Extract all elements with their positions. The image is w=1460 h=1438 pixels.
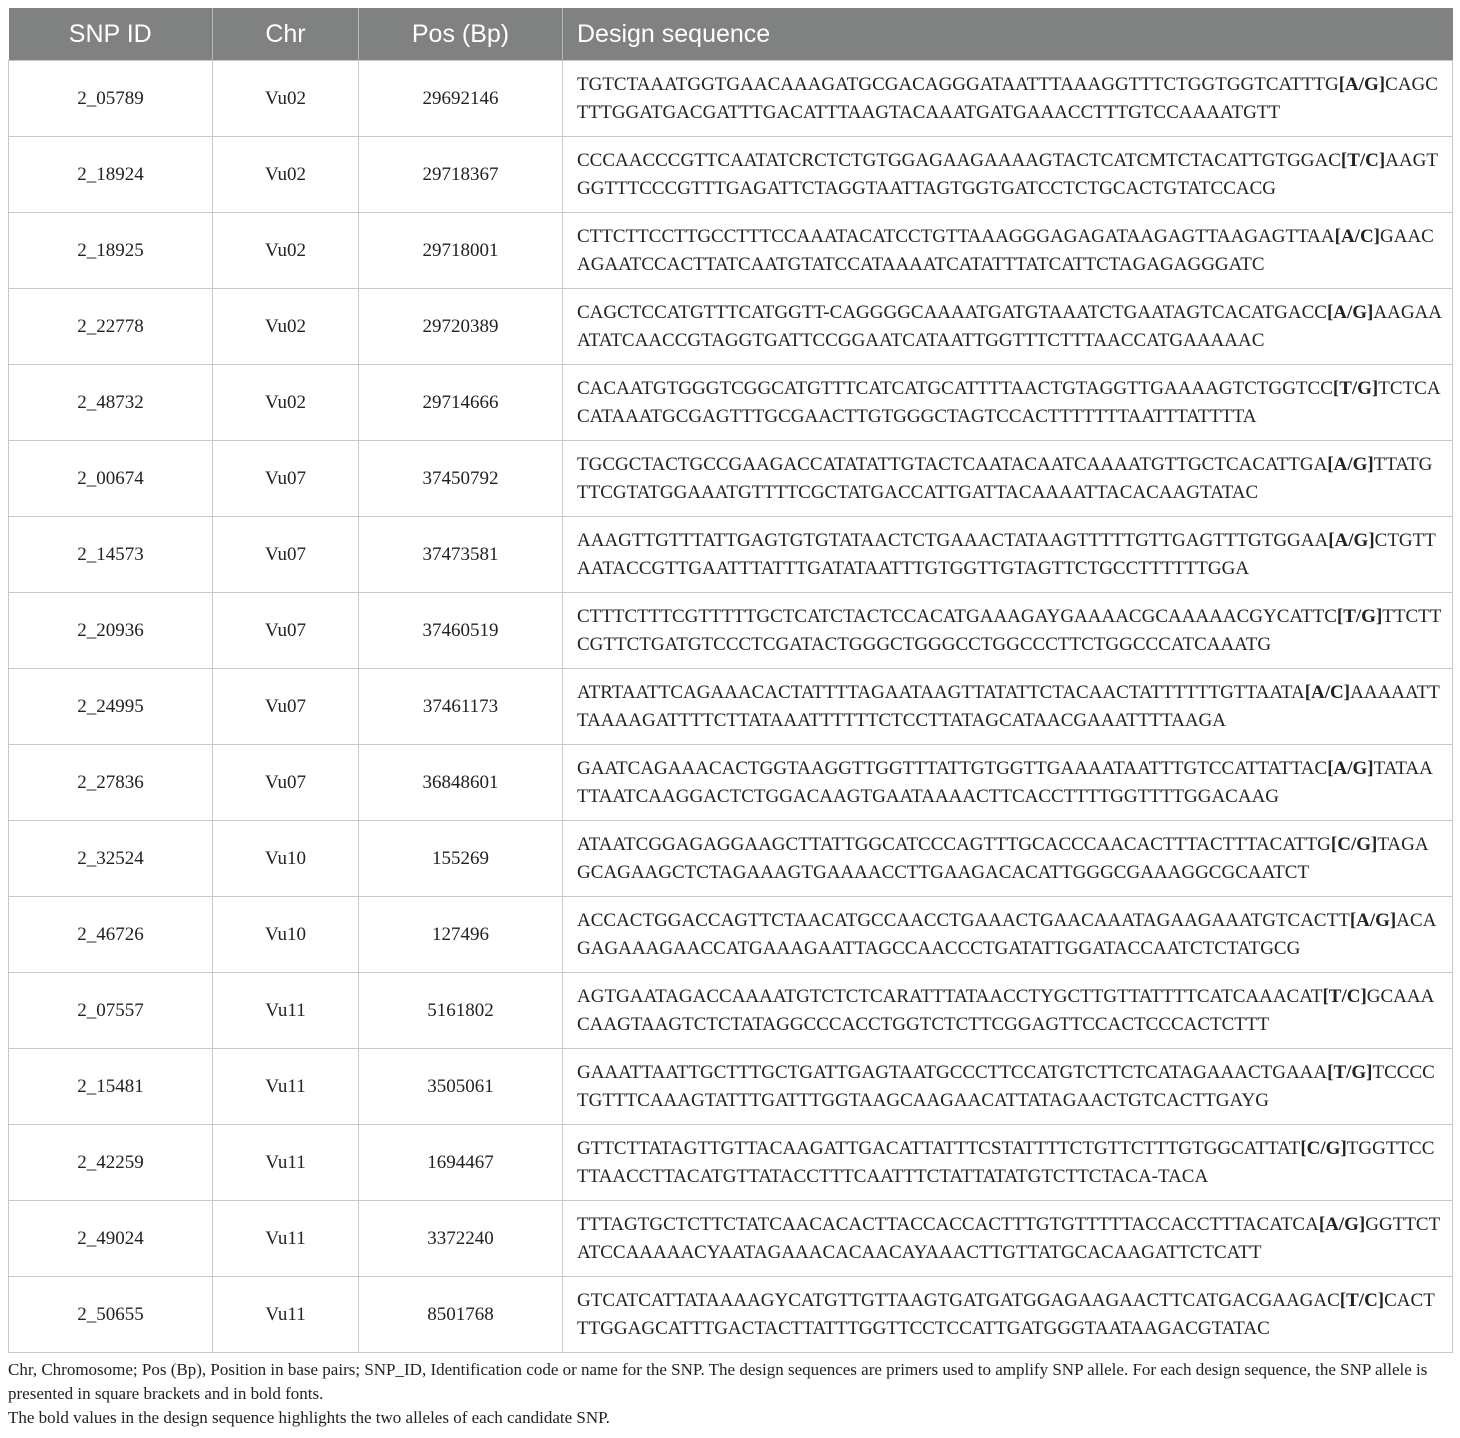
snp-allele: [T/G]: [1332, 377, 1379, 399]
sequence-before-allele: AGTGAATAGACCAAAATGTCTCTCARATTTATAACCTYGCTTGTTATTTTCATCAAACAT: [577, 985, 1323, 1007]
pos-cell: 37460519: [359, 593, 563, 669]
sequence-after-allele: TGGTTCCTTAACCTTACATGTTATACCTTTCAATTTCTATTATATGTCTTCTACA-TACA: [577, 1137, 1435, 1187]
design-sequence-cell: [563, 1049, 1453, 1125]
table-row: [9, 517, 1453, 593]
table-header: [9, 8, 1453, 61]
sequence-before-allele: GTCATCATTATAAAAGYCATGTTGTTAAGTGATGATGGAGAAGAACTTCATGACGAAGAC: [577, 1289, 1340, 1311]
sequence-before-allele: AAAGTTGTTTATTGAGTGTGTATAACTCTGAAACTATAAGTTTTTGTTGAGTTTGTGGAA: [577, 529, 1329, 551]
chr-cell: Vu07: [213, 441, 359, 517]
sequence-after-allele: AAGAAATATCAACCGTAGGTGATTCCGGAATCATAATTGGTTTCTTTAACCATGAAAAAC: [577, 301, 1442, 351]
snp-id-cell: 2_42259: [9, 1125, 213, 1201]
chr-cell: Vu11: [213, 1201, 359, 1277]
sequence-after-allele: GAACAGAATCCACTTATCAATGTATCCATAAAATCATATTTATCATTCTAGAGAGGGATC: [577, 225, 1434, 275]
chr-cell: Vu10: [213, 821, 359, 897]
table-row: [9, 669, 1453, 745]
chr-cell: Vu02: [213, 137, 359, 213]
design-sequence-cell: [563, 1125, 1453, 1201]
pos-cell: 127496: [359, 897, 563, 973]
sequence-before-allele: CTTTCTTTCGTTTTTGCTCATCTACTCCACATGAAAGAYGAAAACGCAAAAACGYCATTC: [577, 605, 1337, 627]
sequence-after-allele: AAGTGGTTTCCCGTTTGAGATTCTAGGTAATTAGTGGTGATCCTCTGCACTGTATCCACG: [577, 149, 1439, 199]
pos-cell: 29714666: [359, 365, 563, 441]
pos-cell: 36848601: [359, 745, 563, 821]
snp-allele: [A/G]: [1326, 301, 1374, 323]
sequence-after-allele: TCCCCTGTTTCAAAGTATTTGATTTGGTAAGCAAGAACATTATAGAACTGTCACTTGAYG: [577, 1061, 1435, 1111]
snp-id-cell: 2_24995: [9, 669, 213, 745]
design-sequence-cell: [563, 289, 1453, 365]
sequence-before-allele: ATRTAATTCAGAAACACTATTTTAGAATAAGTTATATTCTACAACTATTTTTTGTTAATA: [577, 681, 1305, 703]
design-sequence-cell: [563, 517, 1453, 593]
chr-cell: Vu11: [213, 1049, 359, 1125]
snp-id-cell: 2_05789: [9, 61, 213, 137]
header-pos: Pos (Bp): [359, 8, 563, 61]
design-sequence-cell: [563, 973, 1453, 1049]
snp-id-cell: 2_22778: [9, 289, 213, 365]
table-row: [9, 213, 1453, 289]
snp-allele: [A/G]: [1328, 529, 1375, 551]
table-row: [9, 897, 1453, 973]
chr-cell: Vu10: [213, 897, 359, 973]
pos-cell: 29692146: [359, 61, 563, 137]
snp-allele: [A/C]: [1334, 225, 1381, 247]
chr-cell: Vu02: [213, 213, 359, 289]
table-row: [9, 1049, 1453, 1125]
sequence-before-allele: CCCAACCCGTTCAATATCRCTCTGTGGAGAAGAAAAGTACTCATCMTCTACATTGTGGAC: [577, 149, 1341, 171]
table-footnote: [8, 1358, 1456, 1430]
snp-table: [8, 8, 1453, 1353]
snp-id-cell: 2_46726: [9, 897, 213, 973]
sequence-after-allele: TTATGTTCGTATGGAAATGTTTTCGCTATGACCATTGATTACAAAATTACACAAGTATAC: [577, 453, 1433, 503]
table-row: [9, 289, 1453, 365]
chr-cell: Vu11: [213, 973, 359, 1049]
table-row: [9, 973, 1453, 1049]
sequence-before-allele: TGCGCTACTGCCGAAGACCATATATTGTACTCAATACAATCAAAATGTTGCTCACATTGA: [577, 453, 1328, 475]
header-snp-id: SNP ID: [9, 8, 213, 61]
design-sequence-cell: [563, 1277, 1453, 1353]
design-sequence-cell: [563, 593, 1453, 669]
snp-id-cell: 2_18925: [9, 213, 213, 289]
snp-allele: [T/G]: [1327, 1061, 1373, 1083]
sequence-after-allele: GGTTCTATCCAAAAACYAATAGAAACACAACAYAAACTTGTTATGCACAAGATTCTCATT: [577, 1213, 1441, 1263]
sequence-after-allele: GCAAACAAGTAAGTCTCTATAGGCCCACCTGGTCTCTTCGGAGTTCCACTCCCACTCTTT: [577, 985, 1435, 1035]
design-sequence-cell: [563, 61, 1453, 137]
snp-allele: [A/G]: [1318, 1213, 1366, 1235]
footnote-abbreviations: Chr, Chromosome; Pos (Bp), Position in base pairs; SNP_ID, Identification code or name for the SNP. The design sequences are primers used to amplify SNP allele. For each design sequence, the SNP allele is presented in square brackets and in bold fonts.: [8, 1360, 1428, 1403]
sequence-before-allele: TGTCTAAATGGTGAACAAAGATGCGACAGGGATAATTTAAAGGTTTCTGGTGGTCATTTG: [577, 73, 1339, 95]
snp-allele: [A/G]: [1327, 757, 1374, 779]
sequence-before-allele: CACAATGTGGGTCGGCATGTTTCATCATGCATTTTAACTGTAGGTTGAAAAGTCTGGTCC: [577, 377, 1333, 399]
table-row: [9, 593, 1453, 669]
snp-id-cell: 2_32524: [9, 821, 213, 897]
chr-cell: Vu07: [213, 745, 359, 821]
pos-cell: 3372240: [359, 1201, 563, 1277]
header-chr: Chr: [213, 8, 359, 61]
sequence-after-allele: CTGTTAATACCGTTGAATTTATTTGATATAATTTGTGGTTGTAGTTCTGCCTTTTTTGGA: [577, 529, 1436, 579]
chr-cell: Vu02: [213, 365, 359, 441]
sequence-after-allele: TATAATTAATCAAGGACTCTGGACAAGTGAATAAAACTTCACCTTTTGGTTTTGGACAAG: [577, 757, 1433, 807]
sequence-after-allele: TCTCACATAAATGCGAGTTTGCGAACTTGTGGGCTAGTCCACTTTTTTTAATTTATTTTA: [577, 377, 1441, 427]
table-row: [9, 1201, 1453, 1277]
design-sequence-cell: [563, 137, 1453, 213]
snp-allele: [T/C]: [1340, 149, 1386, 171]
snp-allele: [T/G]: [1336, 605, 1383, 627]
snp-id-cell: 2_50655: [9, 1277, 213, 1353]
design-sequence-cell: [563, 441, 1453, 517]
pos-cell: 3505061: [359, 1049, 563, 1125]
snp-id-cell: 2_49024: [9, 1201, 213, 1277]
pos-cell: 29718367: [359, 137, 563, 213]
sequence-after-allele: AAAAATTTAAAAGATTTTCTTATAAATTTTTTCTCCTTATAGCATAACGAAATTTTAAGA: [577, 681, 1440, 731]
design-sequence-cell: [563, 821, 1453, 897]
design-sequence-cell: [563, 1201, 1453, 1277]
table-row: [9, 365, 1453, 441]
pos-cell: 37473581: [359, 517, 563, 593]
design-sequence-cell: [563, 897, 1453, 973]
design-sequence-cell: [563, 669, 1453, 745]
sequence-before-allele: CAGCTCCATGTTTCATGGTT-CAGGGGCAAAATGATGTAAATCTGAATAGTCACATGACC: [577, 301, 1327, 323]
pos-cell: 155269: [359, 821, 563, 897]
chr-cell: Vu02: [213, 289, 359, 365]
snp-id-cell: 2_18924: [9, 137, 213, 213]
snp-id-cell: 2_14573: [9, 517, 213, 593]
snp-allele: [A/C]: [1304, 681, 1351, 703]
design-sequence-cell: [563, 745, 1453, 821]
snp-allele: [C/G]: [1300, 1137, 1347, 1159]
snp-id-cell: 2_48732: [9, 365, 213, 441]
table-row: [9, 1277, 1453, 1353]
design-sequence-cell: [563, 365, 1453, 441]
sequence-before-allele: ACCACTGGACCAGTTCTAACATGCCAACCTGAAACTGAACAAATAGAAGAAATGTCACTT: [577, 909, 1350, 931]
pos-cell: 37450792: [359, 441, 563, 517]
sequence-after-allele: CAGCTTTGGATGACGATTTGACATTTAAGTACAAATGATGAAACCTTTGTCCAAAATGTT: [577, 73, 1438, 123]
chr-cell: Vu11: [213, 1277, 359, 1353]
sequence-before-allele: GTTCTTATAGTTGTTACAAGATTGACATTATTTCSTATTTTCTGTTCTTTGTGGCATTAT: [577, 1137, 1301, 1159]
pos-cell: 1694467: [359, 1125, 563, 1201]
table-row: [9, 821, 1453, 897]
snp-allele: [C/G]: [1330, 833, 1378, 855]
snp-id-cell: 2_20936: [9, 593, 213, 669]
chr-cell: Vu07: [213, 593, 359, 669]
pos-cell: 29718001: [359, 213, 563, 289]
footnote-bold-note: The bold values in the design sequence highlights the two alleles of each candidate SNP.: [8, 1408, 610, 1427]
table-row: [9, 441, 1453, 517]
chr-cell: Vu07: [213, 517, 359, 593]
snp-allele: [A/G]: [1349, 909, 1397, 931]
pos-cell: 8501768: [359, 1277, 563, 1353]
snp-allele: [A/G]: [1338, 73, 1386, 95]
snp-id-cell: 2_15481: [9, 1049, 213, 1125]
snp-id-cell: 2_07557: [9, 973, 213, 1049]
pos-cell: 5161802: [359, 973, 563, 1049]
design-sequence-cell: [563, 213, 1453, 289]
table-row: [9, 1125, 1453, 1201]
table-row: [9, 137, 1453, 213]
snp-allele: [T/C]: [1339, 1289, 1385, 1311]
sequence-after-allele: ACAGAGAAAGAACCATGAAAGAATTAGCCAACCCTGATATTGGATACCAATCTCTATGCG: [577, 909, 1437, 959]
table-body: [9, 61, 1453, 1353]
sequence-before-allele: ATAATCGGAGAGGAAGCTTATTGGCATCCCAGTTTGCACCCAACACTTTACTTTACATTG: [577, 833, 1331, 855]
table-row: [9, 745, 1453, 821]
pos-cell: 29720389: [359, 289, 563, 365]
sequence-before-allele: CTTCTTCCTTGCCTTTCCAAATACATCCTGTTAAAGGGAGAGATAAGAGTTAAGAGTTAA: [577, 225, 1335, 247]
header-row: [9, 8, 1453, 61]
table-row: [9, 61, 1453, 137]
sequence-after-allele: CACTTTGGAGCATTTGACTACTTATTTGGTTCCTCCATTGATGGGTAATAAGACGTATAC: [577, 1289, 1435, 1339]
snp-allele: [A/G]: [1327, 453, 1374, 475]
sequence-before-allele: TTTAGTGCTCTTCTATCAACACACTTACCACCACTTTGTGTTTTTACCACCTTTACATCA: [577, 1213, 1319, 1235]
sequence-after-allele: TAGAGCAGAAGCTCTAGAAAGTGAAAACCTTGAAGACACATTGGGCGAAAGGCGCAATCT: [577, 833, 1429, 883]
snp-id-cell: 2_00674: [9, 441, 213, 517]
chr-cell: Vu11: [213, 1125, 359, 1201]
chr-cell: Vu07: [213, 669, 359, 745]
chr-cell: Vu02: [213, 61, 359, 137]
snp-id-cell: 2_27836: [9, 745, 213, 821]
sequence-before-allele: GAAATTAATTGCTTTGCTGATTGAGTAATGCCCTTCCATGTCTTCTCATAGAAACTGAAA: [577, 1061, 1328, 1083]
header-design-sequence: Design sequence: [563, 8, 1453, 61]
pos-cell: 37461173: [359, 669, 563, 745]
sequence-before-allele: GAATCAGAAACACTGGTAAGGTTGGTTTATTGTGGTTGAAAATAATTTGTCCATTATTAC: [577, 757, 1328, 779]
snp-allele: [T/C]: [1322, 985, 1367, 1007]
sequence-after-allele: TTCTTCGTTCTGATGTCCCTCGATACTGGGCTGGGCCTGGCCCTTCTGGCCCATCAAATG: [577, 605, 1442, 655]
